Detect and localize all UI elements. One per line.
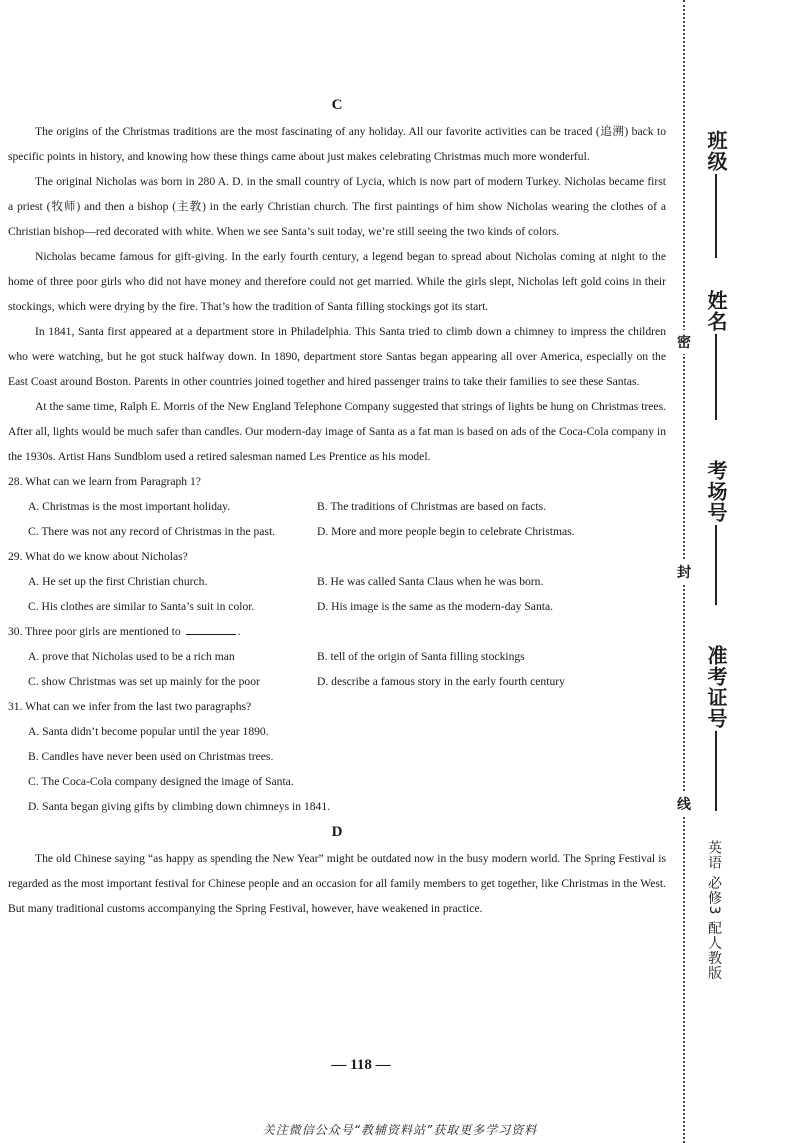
question-30-stem-end: . <box>237 625 241 638</box>
question-31-stem: 31. What can we infer from the last two paragraphs? <box>8 700 252 713</box>
question-29-options-row-2 <box>8 594 666 619</box>
question-29-option-a: A. He set up the first Christian church. <box>28 575 208 588</box>
seal-char-xian: 线 <box>676 792 692 816</box>
question-29-option-d: D. His image is the same as the modern-day Santa. <box>317 600 554 613</box>
exam-room-field <box>696 460 736 605</box>
question-28-stem: 28. What can we learn from Paragraph 1? <box>8 475 201 488</box>
section-c-title: C <box>331 97 343 113</box>
exam-room-label: 考场号 <box>704 460 728 523</box>
question-29-options-row-1 <box>8 569 666 594</box>
name-blank-line <box>715 334 717 420</box>
admission-number-field <box>696 645 736 811</box>
admission-number-blank-line <box>715 731 717 811</box>
class-field <box>696 130 736 258</box>
answer-blank <box>186 622 236 635</box>
question-29-option-b: B. He was called Santa Claus when he was born. <box>317 575 544 588</box>
section-d-title: D <box>331 824 343 840</box>
question-30-option-b: B. tell of the origin of Santa filling stockings <box>317 650 525 663</box>
class-label: 班级 <box>704 130 728 172</box>
question-30-stem-text: 30. Three poor girls are mentioned to <box>8 625 181 638</box>
question-30-options-row-1 <box>8 644 666 669</box>
seal-char-feng: 封 <box>676 560 692 584</box>
section-c-paragraph-3: Nicholas became famous for gift-giving. In the early fourth century, a legend began to spread about Nicholas coming at night to the home of three poor girls who did not have money and therefore could not get married. While the girls slept, Nicholas left gold coins in their stockings, which were drying by the fire. That’s how the tradition of Santa filling stockings got its start. <box>8 250 666 313</box>
page-number: — 118 — <box>331 1057 391 1073</box>
seal-char-mi: 密 <box>676 330 692 354</box>
question-28-option-a: A. Christmas is the most important holiday. <box>28 500 231 513</box>
question-28-option-b: B. The traditions of Christmas are based on facts. <box>317 500 547 513</box>
admission-number-label: 准考证号 <box>704 645 728 729</box>
question-31-option-a: A. Santa didn’t become popular until the year 1890. <box>28 725 269 738</box>
question-31-option-b: B. Candles have never been used on Christmas trees. <box>28 750 274 763</box>
section-c-paragraph-1: The origins of the Christmas traditions are the most fascinating of any holiday. All our favorite activities can be traced (追溯) back to specific points in history, and knowing how these things came about just makes celebrating Christmas much more wonderful. <box>8 125 666 163</box>
question-28-option-c: C. There was not any record of Christmas in the past. <box>28 525 276 538</box>
question-29-stem: 29. What do we know about Nicholas? <box>8 550 188 563</box>
section-c-paragraph-5: At the same time, Ralph E. Morris of the New England Telephone Company suggested that strings of lights be hung on Christmas trees. After all, lights would be much safer than candles. Our modern-day image of Santa as a fat man is based on ads of the Coca-Cola company in the 1930s. Artist Hans Sundblom used a retired salesman named Les Prentice as his model. <box>8 400 666 463</box>
question-29-option-c: C. His clothes are similar to Santa’s suit in color. <box>28 600 255 613</box>
exam-room-blank-line <box>715 525 717 605</box>
question-30-options-row-2 <box>8 669 666 694</box>
main-content <box>8 92 666 921</box>
question-31-option-c: C. The Coca-Cola company designed the image of Santa. <box>28 775 294 788</box>
section-c-paragraph-4: In 1841, Santa first appeared at a department store in Philadelphia. This Santa tried to climb down a chimney to impress the children who were watching, but he got stuck halfway down. In 1890, department store Santas began appearing all over America, especially on the East Coast around Boston. Parents in other countries joined together and hired passenger trains to take their families to see these Santas. <box>8 325 666 388</box>
section-c-paragraph-2: The original Nicholas was born in 280 A. D. in the small country of Lycia, which is now part of modern Turkey. Nicholas became first a priest (牧师) and then a bishop (主教) in the early Christian church. The first paintings of him show Nicholas wearing the clothes of a Christian bishop—red decorated with white. When we see Santa’s suit today, we’re still seeing the two kinds of colors. <box>8 175 666 238</box>
name-field <box>696 290 736 420</box>
section-d-paragraph: The old Chinese saying “as happy as spending the New Year” might be outdated now in the busy modern world. The Spring Festival is regarded as the most important festival for Chinese people and an occasion for all family members to get together, like Christmas in the West. But many traditional customs accompanying the Spring Festival, however, have weakened in practice. <box>8 852 666 915</box>
book-info: 英语 必修3 配人教版 <box>706 840 722 981</box>
question-30-stem <box>8 619 666 644</box>
question-31-option-d: D. Santa began giving gifts by climbing down chimneys in 1841. <box>28 800 331 813</box>
name-label: 姓名 <box>704 290 728 332</box>
question-30-option-d: D. describe a famous story in the early fourth century <box>317 675 565 688</box>
question-28-options-row-1 <box>8 494 666 519</box>
question-30-option-c: C. show Christmas was set up mainly for the poor <box>28 675 260 688</box>
question-30-option-a: A. prove that Nicholas used to be a rich man <box>28 650 235 663</box>
footer-promo-text: 关注微信公众号“教辅资料站”获取更多学习资料 <box>262 1123 538 1137</box>
question-28-options-row-2 <box>8 519 666 544</box>
class-blank-line <box>715 174 717 258</box>
question-28-option-d: D. More and more people begin to celebrate Christmas. <box>317 525 575 538</box>
